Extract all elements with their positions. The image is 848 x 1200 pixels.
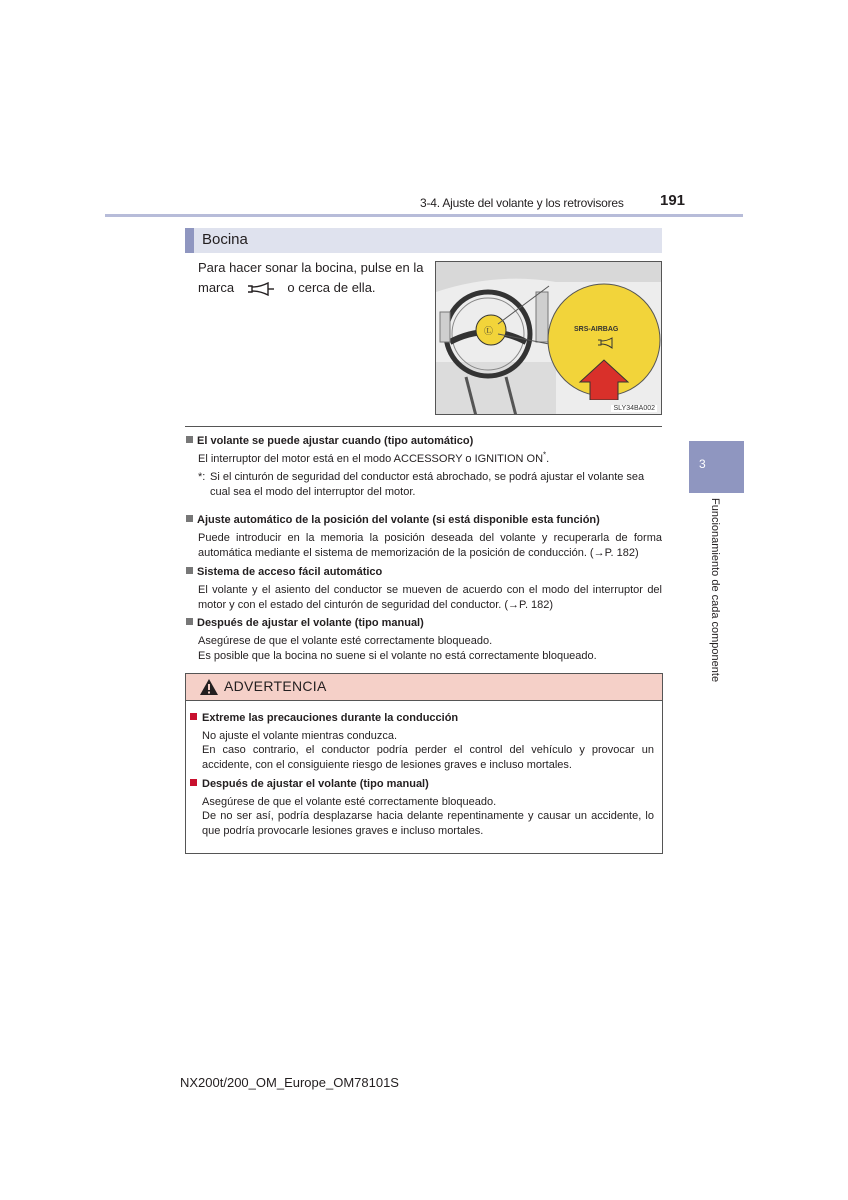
bullet-icon [186,436,193,443]
chapter-number: 3 [699,457,706,471]
item-title: Ajuste automático de la posición del volante (si está disponible esta función) [197,514,600,526]
info-item [186,565,662,613]
footnote [186,470,662,500]
chapter-tab [689,441,744,493]
intro-line1: Para hacer sonar la bocina, pulse en la [198,260,424,275]
warning-item-title: Extreme las precauciones durante la conducción [202,712,459,724]
item-body: Puede introducir en la memoria la posición deseada del volante y recuperarla de forma automática mediante el sistema de memorización de la posición de conducción. (→P. 182) [198,532,662,559]
section-heading-bar [185,228,662,253]
info-item [186,513,662,561]
warning-item-body2: En caso contrario, el conductor podría perder el control del vehículo y provocar un accidente, con el consiguiente riesgo de lesiones graves e incluso mortales. [202,744,654,771]
horn-icon [246,282,276,296]
section-divider [185,426,662,427]
intro-before-icon: marca [198,280,235,295]
svg-text:Ⓛ: Ⓛ [484,326,494,336]
info-item [186,434,662,500]
airbag-closeup [546,280,662,400]
figure-code: SLY34BA002 [613,405,655,412]
section-title: Bocina [202,231,248,248]
airbag-label: SRS-AIRBAG [574,326,619,333]
warning-item-body2: De no ser así, podría desplazarse hacia delante repentinamente y causar un accidente, lo que podría provocarle lesiones graves e incluso mortales. [202,810,654,837]
steering-wheel-figure [435,261,662,415]
info-item [186,616,662,664]
bullet-icon [186,567,193,574]
red-bullet-icon [190,779,197,786]
item-body: El interruptor del motor está en el modo ACCESSORY o IGNITION ON [198,453,544,465]
header-rule [105,214,743,217]
warning-triangle-icon [199,678,219,696]
footnote-label: *: [198,471,206,483]
bullet-icon [186,515,193,522]
item-body-end: . [546,453,550,465]
warning-item [190,777,654,838]
page-number: 191 [660,192,686,209]
footer-code: NX200t/200_OM_Europe_OM78101S [180,1075,399,1090]
footnote-text: Si el cinturón de seguridad del conductor está abrochado, se podrá ajustar el volante sea cual sea el modo del interruptor del motor. [210,471,645,498]
item-body: El volante y el asiento del conductor se mueven de acuerdo con el modo del interruptor del motor y con el estado del cinturón de seguridad del conductor. (→P. 182) [198,584,662,611]
warning-box [185,673,663,854]
bullet-icon [186,618,193,625]
red-bullet-icon [190,713,197,720]
item-title: Después de ajustar el volante (tipo manual) [197,617,424,629]
warning-item-body1: No ajuste el volante mientras conduzca. [202,729,398,742]
intro-after-icon: o cerca de ella. [287,280,376,295]
item-body-line1: Asegúrese de que el volante esté correctamente bloqueado. [198,635,493,647]
warning-item [190,711,654,772]
footnote-mark: * [543,450,547,460]
warning-item-body1: Asegúrese de que el volante esté correctamente bloqueado. [202,795,497,808]
warning-header [186,674,662,701]
warning-item-title: Después de ajustar el volante (tipo manual) [202,778,429,790]
header-section-title: 3-4. Ajuste del volante y los retrovisores [420,196,624,210]
item-title: Sistema de acceso fácil automático [197,566,383,578]
item-title: El volante se puede ajustar cuando (tipo automático) [197,435,474,447]
chapter-title: Funcionamiento de cada componente [709,498,721,683]
item-body-line2: Es posible que la bocina no suene si el volante no está correctamente bloqueado. [198,650,597,662]
intro-text [198,258,430,298]
warning-label: ADVERTENCIA [224,678,327,694]
